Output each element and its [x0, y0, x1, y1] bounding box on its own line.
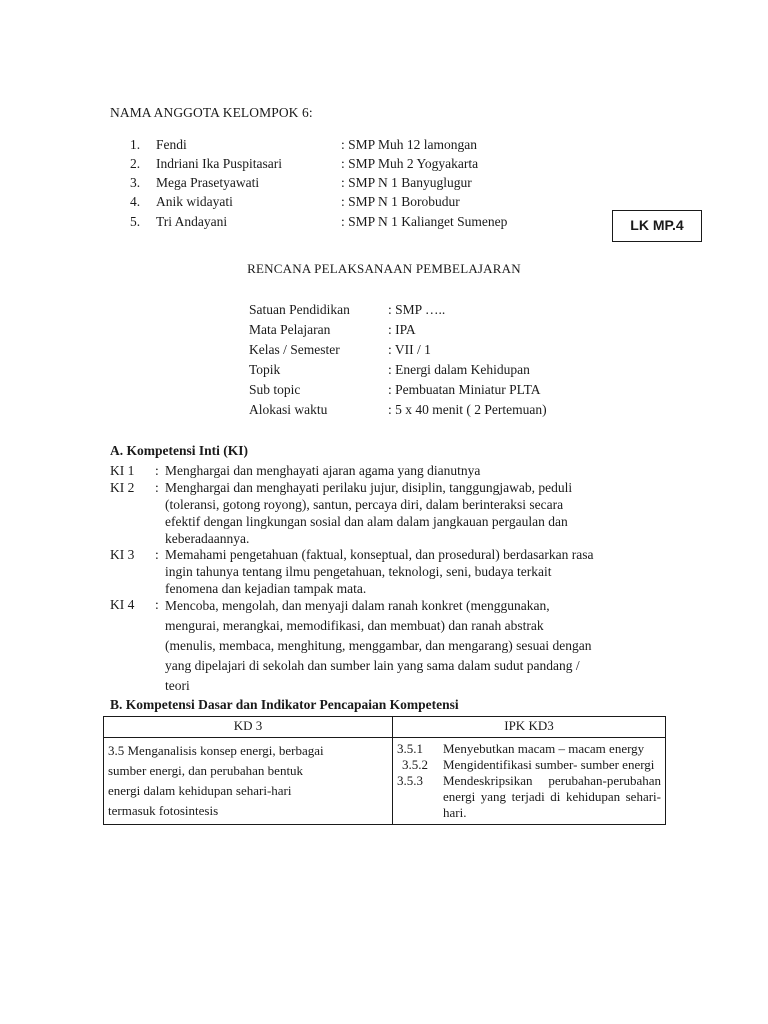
kd-section-title: B. Kompetensi Dasar dan Indikator Pencapaian Kompetensi	[110, 697, 459, 712]
identity-label: Satuan Pendidikan	[249, 302, 350, 317]
ipk-item	[397, 757, 661, 773]
identity-value: : Pembuatan Miniatur PLTA	[388, 382, 541, 397]
ki-code: KI 4	[110, 597, 135, 612]
ki-code: KI 1	[110, 463, 135, 478]
ki-line: mengurai, merangkai, memodifikasi, dan membuat) dan ranah abstrak	[165, 618, 544, 633]
identity-value: : 5 x 40 menit ( 2 Pertemuan)	[388, 402, 547, 417]
ki-text	[165, 546, 658, 597]
member-number: 4.	[130, 194, 141, 209]
identity-row	[0, 401, 768, 421]
kd-table-header-row	[104, 717, 666, 738]
ki-line: Mencoba, mengolah, dan menyaji dalam ranah konkret (menggunakan,	[165, 598, 550, 613]
member-number: 5.	[130, 214, 141, 229]
identity-row	[0, 301, 768, 321]
member-school: : SMP Muh 12 lamongan	[341, 137, 478, 152]
member-row	[0, 174, 768, 193]
member-school: : SMP N 1 Borobudur	[341, 194, 460, 209]
identity-value: : VII / 1	[388, 342, 431, 357]
kd3-line: energi dalam kehidupan sehari-hari	[108, 783, 292, 798]
identity-label: Alokasi waktu	[249, 402, 328, 417]
identity-value: : IPA	[388, 322, 416, 337]
member-school: : SMP N 1 Banyuglugur	[341, 175, 472, 190]
member-number: 1.	[130, 137, 141, 152]
ki-colon: :	[155, 463, 159, 478]
ki-text	[165, 462, 658, 479]
ki-line: (menulis, membaca, menghitung, menggambar, dan mengarang) sesuai dengan	[165, 638, 592, 653]
ki-line: Menghargai dan menghayati ajaran agama yang dianutnya	[165, 463, 481, 478]
member-name: Indriani Ika Puspitasari	[156, 156, 282, 171]
kd3-cell	[104, 738, 393, 825]
identity-value: : SMP …..	[388, 302, 446, 317]
kd-table	[103, 716, 666, 825]
identity-label: Mata Pelajaran	[249, 322, 331, 337]
kd3-line: 3.5 Menganalisis konsep energi, berbagai	[108, 743, 324, 758]
group-heading: NAMA ANGGOTA KELOMPOK 6:	[110, 105, 313, 120]
member-number: 2.	[130, 156, 141, 171]
ipk-column-header: IPK KD3	[393, 717, 666, 738]
kd3-line: sumber energi, dan perubahan bentuk	[108, 763, 304, 778]
ki-line: yang dipelajari di sekolah dan sumber lain yang sama dalam sudut pandang /	[165, 658, 580, 673]
ki-line: fenomena dan kejadian tampak mata.	[165, 581, 367, 596]
identity-value: : Energi dalam Kehidupan	[388, 362, 530, 377]
kd-table-row	[104, 738, 666, 825]
ki-colon: :	[155, 547, 159, 562]
member-school: : SMP Muh 2 Yogyakarta	[341, 156, 479, 171]
ki-item	[110, 462, 658, 479]
identity-row	[0, 341, 768, 361]
ki-line: ingin tahunya tentang ilmu pengetahuan, teknologi, seni, budaya terkait	[165, 564, 552, 579]
identity-row	[0, 381, 768, 401]
ki-line: (toleransi, gotong royong), santun, percaya diri, dalam berinteraksi secara	[165, 497, 564, 512]
ki-line: Memahami pengetahuan (faktual, konseptual, dan prosedural) berdasarkan rasa	[165, 547, 594, 562]
member-number: 3.	[130, 175, 141, 190]
ki-code: KI 2	[110, 480, 135, 495]
ki-colon: :	[155, 597, 159, 612]
identity-label: Topik	[249, 362, 281, 377]
ki-section-title: A. Kompetensi Inti (KI)	[110, 443, 248, 458]
ki-item	[110, 596, 658, 696]
ki-item	[110, 546, 658, 597]
kd3-line: termasuk fotosintesis	[108, 803, 219, 818]
ipk-text: Mendeskripsikan perubahan-perubahan energi yang terjadi di kehidupan sehari-hari.	[443, 773, 661, 820]
ki-item	[110, 479, 658, 547]
ipk-text: Mengidentifikasi sumber- sumber energi	[443, 757, 655, 772]
document-title: RENCANA PELAKSANAAN PEMBELAJARAN	[247, 261, 521, 276]
kd3-column-header: KD 3	[104, 717, 393, 738]
member-name: Anik widayati	[156, 194, 233, 209]
ki-colon: :	[155, 480, 159, 495]
identity-label: Sub topic	[249, 382, 301, 397]
member-school: : SMP N 1 Kalianget Sumenep	[341, 214, 508, 229]
lk-badge: LK MP.4	[612, 210, 702, 242]
ipk-number: 3.5.2	[402, 757, 428, 772]
member-name: Tri Andayani	[156, 214, 228, 229]
member-row	[0, 155, 768, 174]
ipk-cell	[393, 738, 666, 825]
ki-code: KI 3	[110, 547, 135, 562]
identity-row	[0, 321, 768, 341]
ki-line: efektif dengan lingkungan sosial dan alam dalam jangkauan pergaulan dan	[165, 514, 568, 529]
identity-label: Kelas / Semester	[249, 342, 340, 357]
ki-line: teori	[165, 678, 190, 693]
ipk-item	[397, 773, 661, 821]
ki-text	[165, 596, 658, 696]
ki-text	[165, 479, 658, 547]
member-name: Mega Prasetyawati	[156, 175, 260, 190]
ki-line: Menghargai dan menghayati perilaku jujur, disiplin, tanggungjawab, peduli	[165, 480, 573, 495]
ipk-number: 3.5.3	[397, 773, 423, 788]
ipk-item	[397, 741, 661, 757]
identity-row	[0, 361, 768, 381]
ipk-number: 3.5.1	[397, 741, 423, 756]
member-row	[0, 136, 768, 155]
ki-line: keberadaannya.	[165, 531, 250, 546]
member-name: Fendi	[156, 137, 187, 152]
ipk-text: Menyebutkan macam – macam energy	[443, 741, 645, 756]
